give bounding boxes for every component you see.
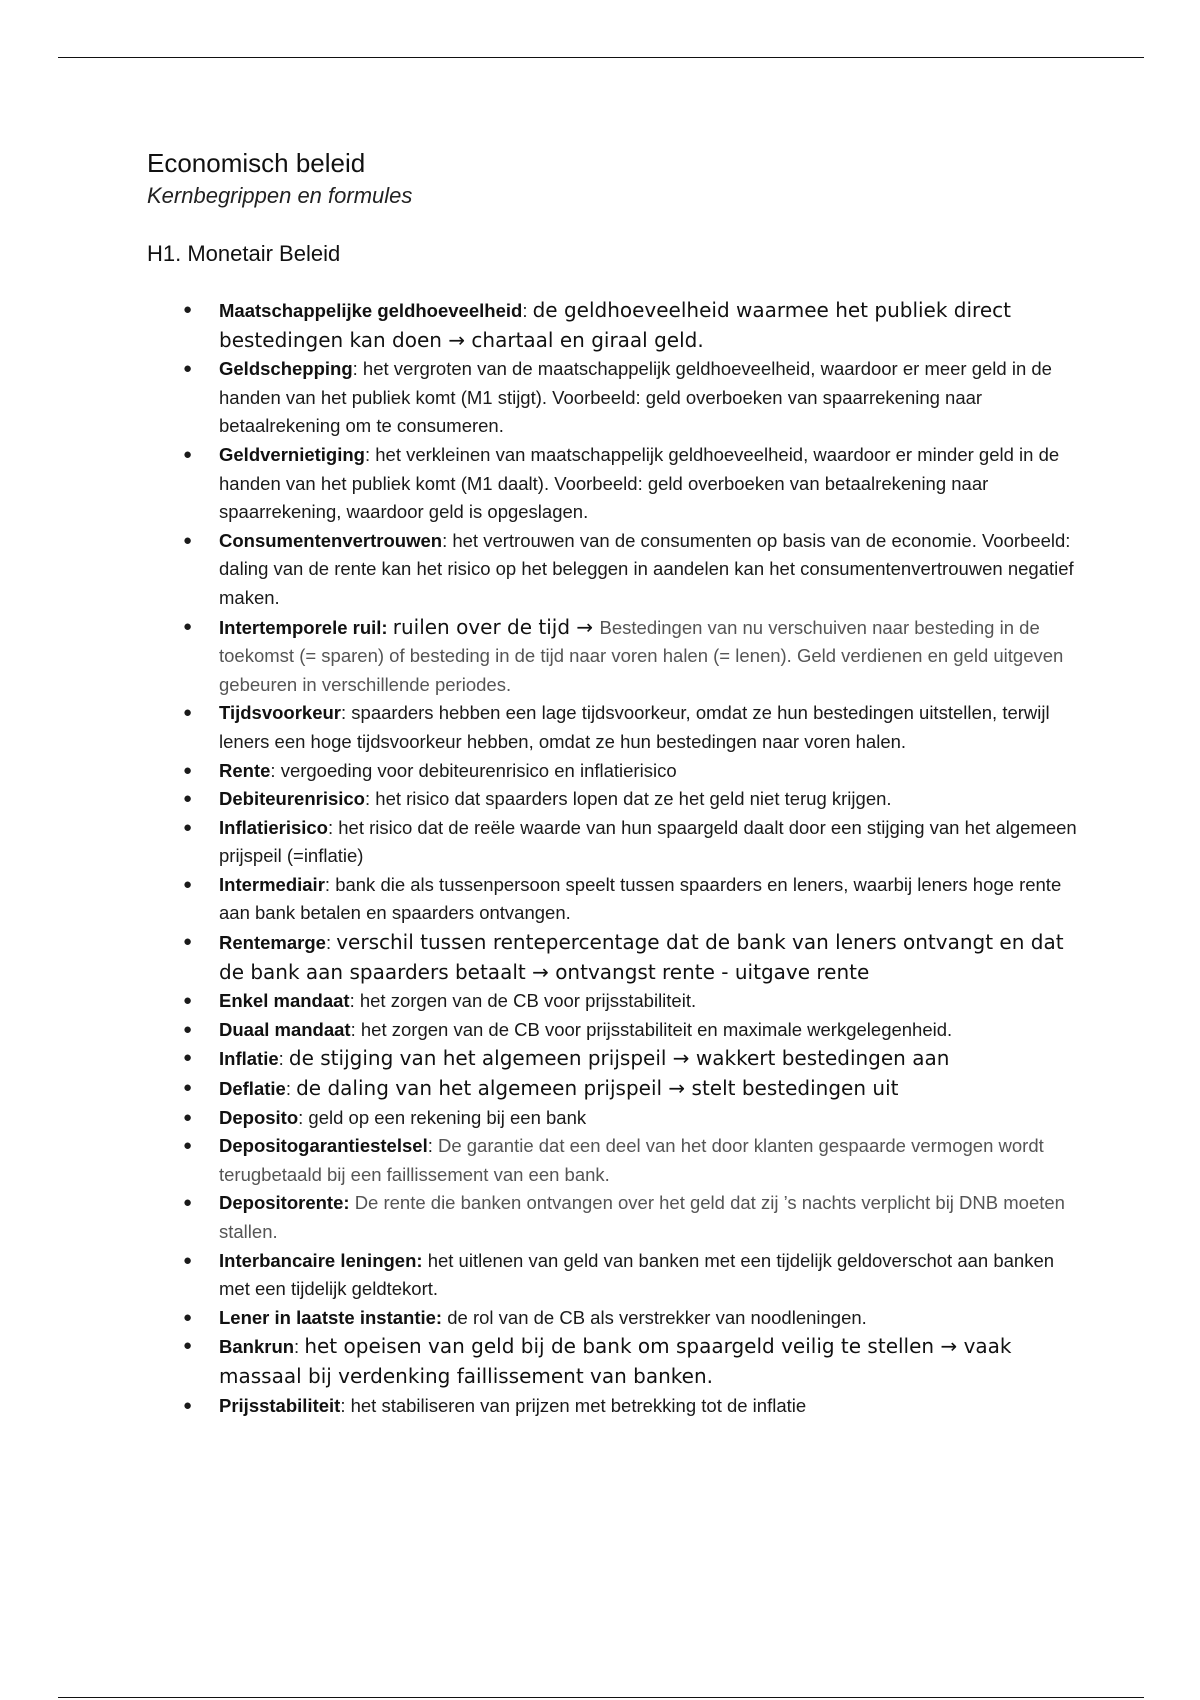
term-label: Tijdsvoorkeur <box>219 702 342 724</box>
list-item <box>147 814 1077 871</box>
term-definition: geld op een rekening bij een bank <box>308 1106 587 1128</box>
term-label: Prijsstabiliteit <box>219 1394 341 1416</box>
list-item <box>147 613 1077 700</box>
term-definition-extra: De garantie dat een deel van het door klanten gespaarde vermogen wordt terugbetaald bij een faillissement van een bank. <box>219 1135 1044 1185</box>
bullet-icon: ● <box>183 360 193 378</box>
term-label: Geldschepping <box>219 358 353 380</box>
term-separator: : <box>294 1336 305 1358</box>
term-definition: het uitlenen van geld van banken met een tijdelijk geldoverschot aan banken met een tijdelijk geldtekort. <box>219 1249 1055 1300</box>
list-item <box>147 928 1077 987</box>
term-definition: het verkleinen van maatschappelijk geldhoeveelheid, waardoor er minder geld in de handen van het publiek komt (M1 daalt). Voorbeeld: geld overboeken van betaalrekening naar spaarrekening, waardoor geld is opgeslagen. <box>219 443 1060 523</box>
list-item <box>147 296 1077 355</box>
term-separator: : <box>340 1394 351 1416</box>
bullet-icon: ● <box>183 933 193 951</box>
term-label: Bankrun <box>219 1336 295 1358</box>
bullet-icon: ● <box>183 301 193 318</box>
bullet-icon: ● <box>183 1020 193 1038</box>
term-definition: het risico dat de reële waarde van hun spaargeld daalt door een stijging van het algemeen prijspeil (=inflatie) <box>219 816 1077 867</box>
list-item <box>147 1016 1077 1045</box>
term-label: Intermediair <box>219 873 325 895</box>
term-definition: ruilen over de tijd → <box>392 614 600 639</box>
bullet-icon: ● <box>183 875 193 893</box>
term-label: Inflatie <box>219 1048 279 1070</box>
term-definition: het opeisen van geld bij de bank om spaargeld veilig te stellen → vaak massaal bij verdenking faillissement van banken. <box>219 1334 1012 1388</box>
section-heading: H1. Monetair Beleid <box>147 241 341 266</box>
list-item <box>147 1189 1077 1246</box>
term-definition: het vertrouwen van de consumenten op basis van de economie. Voorbeeld: daling van de rente kan het risico op het beleggen in aandelen kan het consumentenvertrouwen negatief maken. <box>219 529 1074 608</box>
term-label: Depositogarantiestelsel <box>219 1135 428 1157</box>
term-separator: : <box>324 873 336 895</box>
list-item <box>147 1247 1077 1304</box>
term-definition: het zorgen van de CB voor prijsstabiliteit en maximale werkgelegenheid. <box>360 1018 953 1040</box>
term-separator: : <box>285 1078 297 1100</box>
document-title: Economisch beleid <box>147 148 366 178</box>
list-item <box>147 1332 1077 1391</box>
bullet-icon: ● <box>183 531 193 549</box>
term-definition: het stabiliseren van prijzen met betrekking tot de inflatie <box>350 1394 807 1416</box>
list-item <box>147 355 1077 441</box>
term-label: Geldvernietiging <box>219 443 365 465</box>
bullet-icon: ● <box>183 818 193 836</box>
bullet-icon: ● <box>183 445 193 463</box>
list-item <box>147 441 1077 527</box>
term-separator: : <box>427 1135 438 1157</box>
term-separator: : <box>350 1018 361 1040</box>
bullet-icon: ● <box>183 617 193 635</box>
term-separator: : <box>364 443 376 465</box>
term-separator: : <box>349 990 360 1012</box>
term-separator: : <box>278 1048 289 1070</box>
term-separator: : <box>325 932 337 954</box>
bullet-icon: ● <box>183 1251 193 1269</box>
top-rule <box>58 57 1144 58</box>
term-definition: vergoeding voor debiteurenrisico en inflatierisico <box>280 759 677 781</box>
bullet-icon: ● <box>183 790 193 808</box>
term-definition: het risico dat spaarders lopen dat ze het geld niet terug krijgen. <box>375 788 892 810</box>
term-label: Duaal mandaat <box>219 1018 351 1040</box>
term-label: Deflatie <box>219 1078 286 1100</box>
term-separator: : <box>442 529 453 551</box>
bullet-icon: ● <box>183 1308 193 1326</box>
bullet-icon: ● <box>183 761 193 779</box>
term-separator: : <box>365 788 376 810</box>
term-separator: : <box>327 816 339 838</box>
term-label: Rentemarge <box>219 932 326 954</box>
list-item <box>147 871 1077 928</box>
term-definition: de stijging van het algemeen prijspeil → wakkert bestedingen aan <box>288 1046 950 1071</box>
list-item <box>147 987 1077 1016</box>
bullet-icon: ● <box>183 1337 193 1355</box>
term-definition: het zorgen van de CB voor prijsstabiliteit. <box>359 990 697 1012</box>
term-label: Maatschappelijke geldhoeveelheid <box>219 300 523 321</box>
bullet-icon: ● <box>183 1049 193 1067</box>
term-separator: : <box>341 702 352 724</box>
term-definition-extra: De rente die banken ontvangen over het geld dat zij ’s nachts verplicht bij DNB moeten stallen. <box>219 1192 1065 1242</box>
list-item <box>147 1044 1077 1074</box>
terms-list <box>147 296 1077 1420</box>
term-label: Interbancaire leningen: <box>219 1249 423 1271</box>
term-label: Consumentenvertrouwen <box>219 529 443 551</box>
bullet-icon: ● <box>183 1079 193 1097</box>
list-item <box>147 1132 1077 1189</box>
term-label: Lener in laatste instantie: <box>219 1306 443 1328</box>
list-item <box>147 1392 1077 1421</box>
list-item <box>147 1074 1077 1104</box>
term-separator: : <box>298 1106 309 1128</box>
term-definition: de rol van de CB als verstrekker van noodleningen. <box>447 1306 867 1328</box>
term-label: Deposito <box>219 1106 299 1128</box>
list-item <box>147 1104 1077 1133</box>
bullet-icon: ● <box>183 704 193 722</box>
term-definition: het vergroten van de maatschappelijk geldhoeveelheid, waardoor er meer geld in de handen van het publiek komt (M1 stijgt). Voorbeeld: geld overboeken van spaarrekening naar betaalrekening om te consumeren. <box>219 358 1052 437</box>
bullet-icon: ● <box>183 1108 193 1126</box>
document-body <box>147 146 1077 1420</box>
term-label: Debiteurenrisico <box>219 788 365 810</box>
term-separator: : <box>270 759 281 781</box>
bullet-icon: ● <box>183 992 193 1010</box>
term-label: Enkel mandaat <box>219 990 350 1012</box>
term-definition: spaarders hebben een lage tijdsvoorkeur, omdat ze hun bestedingen uitstellen, terwijl leners een hoge tijdsvoorkeur hebben, omdat ze hun bestedingen naar voren halen. <box>219 702 1050 752</box>
list-item <box>147 527 1077 613</box>
list-item <box>147 785 1077 814</box>
bullet-icon: ● <box>183 1396 193 1414</box>
term-separator: : <box>522 300 533 321</box>
term-label: Inflatierisico <box>219 816 328 838</box>
list-item <box>147 699 1077 756</box>
term-label: Rente <box>219 759 271 781</box>
term-definition: de daling van het algemeen prijspeil → stelt bestedingen uit <box>296 1076 899 1101</box>
term-definition-extra: Bestedingen van nu verschuiven naar besteding in de toekomst (= sparen) of besteding in de tijd naar voren halen (= lenen). Geld verdienen en geld uitgeven gebeuren in verschillende periodes. <box>219 616 1064 695</box>
term-definition: bank die als tussenpersoon speelt tussen spaarders en leners, waarbij leners hoge rente aan bank betalen en spaarders ontvangen. <box>219 873 1062 924</box>
term-definition: verschil tussen rentepercentage dat de bank van leners ontvangt en dat de bank aan spaarders betaalt → ontvangst rente - uitgave rente <box>219 930 1064 984</box>
term-label: Depositorente: <box>219 1192 350 1214</box>
term-separator: : <box>352 358 363 380</box>
bottom-rule <box>58 1697 1144 1698</box>
bullet-icon: ● <box>183 1137 193 1155</box>
list-item <box>147 757 1077 786</box>
document-subtitle: Kernbegrippen en formules <box>147 183 413 208</box>
bullet-icon: ● <box>183 1194 193 1212</box>
list-item <box>147 1304 1077 1333</box>
term-label: Intertemporele ruil: <box>219 616 388 638</box>
term-definition: de geldhoeveelheid waarmee het publiek direct bestedingen kan doen → chartaal en giraal geld. <box>219 298 1011 352</box>
